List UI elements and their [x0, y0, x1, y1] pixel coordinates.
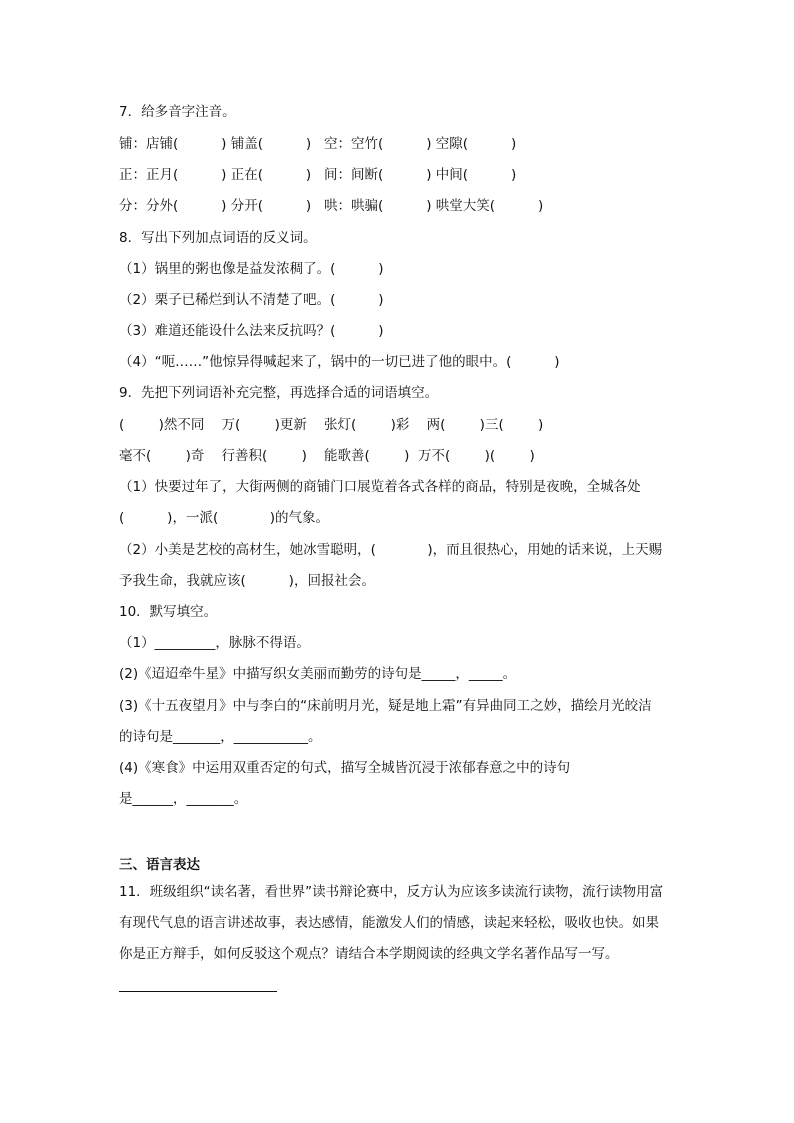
q11-line-1: 11．班级组织“读名著，看世界”读书辩论赛中，反方认为应该多读流行读物，流行读物用富: [119, 884, 664, 900]
q9-sentence-1b: ( )，一派( )的气象。: [119, 510, 329, 526]
q9-sentence-1a: （1）快要过年了，大街两侧的商铺门口展览着各式各样的商品，特别是夜晚，全城各处: [119, 479, 641, 495]
q7-title: 7．给多音字注音。: [119, 104, 236, 120]
q10-item-4b: 是______，_______。: [119, 791, 248, 807]
answer-underline: [119, 991, 277, 992]
q9-words-row-2: 毫不( )奇 行善积( ) 能歌善( ) 万不( )( ): [119, 448, 535, 464]
q10-item-4a: (4)《寒食》中运用双重否定的句式，描写全城皆沉浸于浓郁春意之中的诗句: [119, 760, 571, 776]
q10-item-3a: (3)《十五夜望月》中与李白的“床前明月光，疑是地上霜”有异曲同工之妙，描绘月光皎洁: [119, 698, 652, 714]
q10-item-2: (2)《迢迢牵牛星》中描写织女美丽而勤劳的诗句是_____，_____。: [119, 666, 517, 682]
q9-title: 9．先把下列词语补充完整，再选择合适的词语填空。: [119, 385, 439, 401]
q11-line-2: 有现代气息的语言讲述故事，表达感情，能激发人们的情感，读起来轻松，吸收也快。如果: [119, 915, 659, 931]
q7-row-1: 铺：店铺( ) 铺盖( ) 空：空竹( ) 空隙( ): [119, 136, 517, 152]
q10-title: 10．默写填空。: [119, 604, 218, 620]
q8-title: 8．写出下列加点词语的反义词。: [119, 230, 317, 246]
q7-row-2: 正：正月( ) 正在( ) 间：间断( ) 中间( ): [119, 167, 517, 183]
q9-sentence-2b: 予我生命，我就应该( )，回报社会。: [119, 573, 375, 589]
q8-item-1: （1）锅里的粥也像是益发浓稠了。( ): [119, 261, 384, 277]
q8-item-3: （3）难道还能设什么法来反抗吗？( ): [119, 323, 384, 339]
q9-sentence-2a: （2）小美是艺校的高材生，她冰雪聪明，( )，而且很热心，用她的话来说，上天赐: [119, 542, 663, 558]
q10-item-3b: 的诗句是_______，___________。: [119, 729, 322, 745]
q11-line-3: 你是正方辩手，如何反驳这个观点？请结合本学期阅读的经典文学名著作品写一写。: [119, 946, 619, 962]
q8-item-2: （2）栗子已稀烂到认不清楚了吧。( ): [119, 292, 384, 308]
section-heading: 三、语言表达: [119, 857, 200, 873]
q8-item-4: （4）“呃……”他惊异得喊起来了，锅中的一切已进了他的眼中。( ): [119, 354, 560, 370]
q9-words-row-1: ( )然不同 万( )更新 张灯( )彩 两( )三( ): [119, 417, 544, 433]
q7-row-3: 分：分外( ) 分开( ) 哄：哄骗( ) 哄堂大笑( ): [119, 198, 544, 214]
q10-item-1: （1）_________，脉脉不得语。: [119, 635, 310, 651]
